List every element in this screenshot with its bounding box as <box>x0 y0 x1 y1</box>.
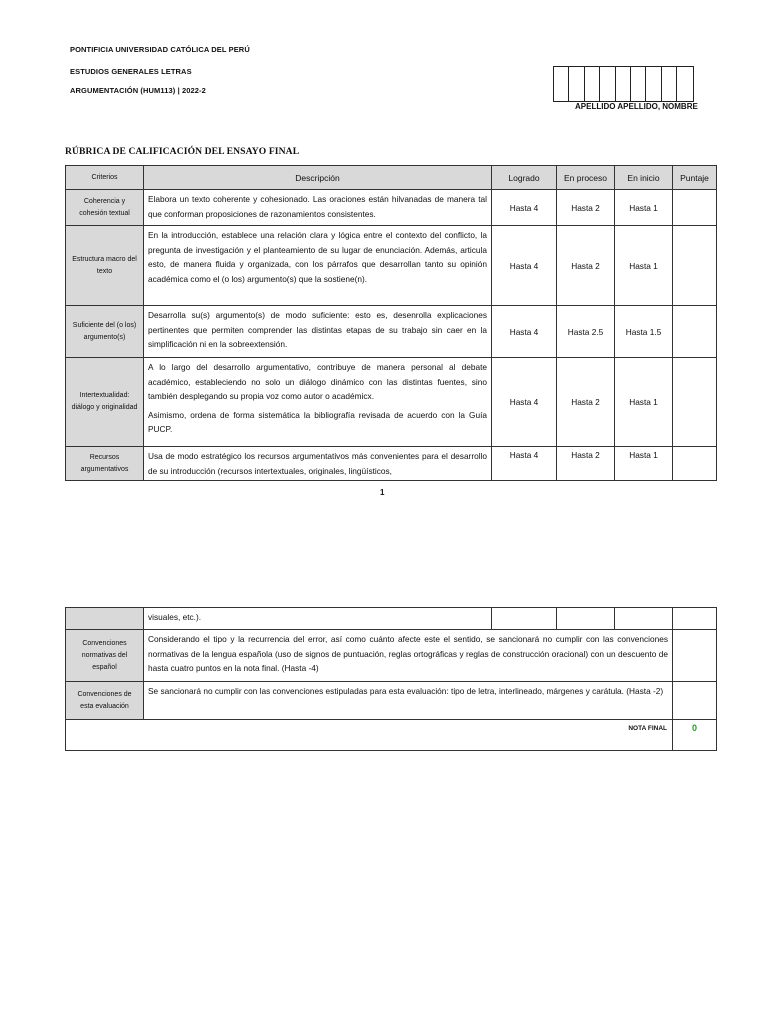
code-box <box>569 67 584 101</box>
code-box <box>616 67 631 101</box>
score-logrado: Hasta 4 <box>492 226 557 306</box>
col-header-descripcion: Descripción <box>144 166 492 190</box>
code-box <box>554 67 569 101</box>
code-box <box>631 67 646 101</box>
criterion-cell: Convenciones de esta evaluación <box>66 682 144 720</box>
score-logrado: Hasta 4 <box>492 306 557 358</box>
convention-row <box>66 682 717 720</box>
score-logrado <box>492 608 557 630</box>
score-en-inicio <box>615 608 673 630</box>
description-text: Se sancionará no cumplir con las convenciones estipuladas para esta evaluación: tipo de letra, interlineado, márgenes y carátula. (Hasta -2) <box>148 686 664 696</box>
description-text: Usa de modo estratégico los recursos argumentativos más convenientes para el desarrollo de su introducción (recursos intertextuales, originales, lingüísticos, <box>148 451 487 476</box>
description-cell <box>144 306 492 358</box>
score-en-inicio: Hasta 1 <box>615 447 673 481</box>
description-text: Asimismo, ordena de forma sistemática la bibliografía revisada de acuerdo con la Guía PUCP. <box>148 409 487 434</box>
criterion-cell <box>66 608 144 630</box>
score-en-inicio: Hasta 1 <box>615 358 673 447</box>
score-en-proceso: Hasta 2 <box>557 358 615 447</box>
criterion-cell: Intertextualidad: diálogo y originalidad <box>66 358 144 447</box>
criterion-cell: Suficiente del (o los) argumento(s) <box>66 306 144 358</box>
rubric-row <box>66 447 717 481</box>
nota-final-value: 0 <box>673 720 717 751</box>
code-box <box>662 67 677 101</box>
total-row <box>66 720 717 751</box>
continuation-row <box>66 608 717 630</box>
col-header-en-inicio: En inicio <box>615 166 673 190</box>
description-cell <box>144 630 673 682</box>
course-name: ARGUMENTACIÓN (HUM113) | 2022-2 <box>70 86 206 95</box>
rubric-row <box>66 358 717 447</box>
criterion-cell: Coherencia y cohesión textual <box>66 190 144 226</box>
score-puntaje[interactable] <box>673 358 717 447</box>
col-header-logrado: Logrado <box>492 166 557 190</box>
score-puntaje[interactable] <box>673 306 717 358</box>
score-puntaje[interactable] <box>673 608 717 630</box>
score-en-proceso: Hasta 2.5 <box>557 306 615 358</box>
faculty-name: ESTUDIOS GENERALES LETRAS <box>70 67 192 76</box>
score-en-inicio: Hasta 1 <box>615 190 673 226</box>
code-box <box>677 67 692 101</box>
score-en-proceso: Hasta 2 <box>557 226 615 306</box>
score-en-proceso: Hasta 2 <box>557 190 615 226</box>
description-text: En la introducción, establece una relación clara y lógica entre el contexto del conflicto, la pregunta de investigación y el planteamiento de su lugar de enunciación. Además, articula esto, de manera fluida y organizada, con los párrafos que desarrollan tanto su opinión académica como el (o los) argumento(s) que la sostiene(n). <box>148 230 487 284</box>
score-puntaje[interactable] <box>673 190 717 226</box>
score-logrado: Hasta 4 <box>492 190 557 226</box>
score-en-inicio: Hasta 1.5 <box>615 306 673 358</box>
student-name-label: APELLIDO APELLIDO, NOMBRE <box>575 102 698 111</box>
description-text: Considerando el tipo y la recurrencia del error, así como cuánto afecte este el sentido, se sancionará no cumplir con las convenciones normativas de la lengua española (uso de signos de puntuación, reglas ortográficas y reglas de construcción oracional) con un descuento de hasta cuatro puntos en la nota final. (Hasta -4) <box>148 634 668 673</box>
score-puntaje[interactable] <box>673 447 717 481</box>
criterion-cell: Estructura macro del texto <box>66 226 144 306</box>
col-header-en-proceso: En proceso <box>557 166 615 190</box>
score-en-proceso: Hasta 2 <box>557 447 615 481</box>
description-cell <box>144 608 492 630</box>
rubric-row <box>66 190 717 226</box>
description-text: A lo largo del desarrollo argumentativo, contribuye de manera personal al debate académico, estableciendo no solo un diálogo dinámico con las distintas fuentes, sino también desplegando su propia voz como autor o académicx. <box>148 362 487 401</box>
score-en-proceso <box>557 608 615 630</box>
convention-row <box>66 630 717 682</box>
description-cell <box>144 682 673 720</box>
criterion-cell: Convenciones normativas del español <box>66 630 144 682</box>
description-cell <box>144 358 492 447</box>
student-code-boxes <box>553 66 694 102</box>
rubric-row <box>66 306 717 358</box>
score-en-inicio: Hasta 1 <box>615 226 673 306</box>
score-puntaje[interactable] <box>673 682 717 720</box>
score-logrado: Hasta 4 <box>492 447 557 481</box>
description-cell <box>144 226 492 306</box>
code-box <box>646 67 661 101</box>
description-cell <box>144 190 492 226</box>
score-logrado: Hasta 4 <box>492 358 557 447</box>
rubric-title: RÚBRICA DE CALIFICACIÓN DEL ENSAYO FINAL <box>65 146 300 157</box>
nota-final-label: NOTA FINAL <box>66 720 673 751</box>
page-number: 1 <box>380 488 385 497</box>
score-puntaje[interactable] <box>673 630 717 682</box>
criterion-cell: Recursos argumentativos <box>66 447 144 481</box>
code-box <box>585 67 600 101</box>
col-header-criterios: Criterios <box>66 166 144 190</box>
university-name: PONTIFICIA UNIVERSIDAD CATÓLICA DEL PERÚ <box>70 45 250 54</box>
rubric-table-continuation <box>65 607 717 751</box>
rubric-table <box>65 165 717 481</box>
score-puntaje[interactable] <box>673 226 717 306</box>
rubric-header-row <box>66 166 717 190</box>
col-header-puntaje: Puntaje <box>673 166 717 190</box>
description-text: Elabora un texto coherente y cohesionado. Las oraciones están hilvanadas de manera tal que conforman proposiciones de razonamientos consistentes. <box>148 194 487 219</box>
description-text: visuales, etc.). <box>148 612 202 622</box>
description-text: Desarrolla su(s) argumento(s) de modo suficiente: esto es, desenrolla explicaciones pertinentes que permiten comprender las distintas etapas de su trabajo sin caer en la simplificación ni en la sobreextensión. <box>148 310 487 349</box>
rubric-row <box>66 226 717 306</box>
description-cell <box>144 447 492 481</box>
code-box <box>600 67 615 101</box>
